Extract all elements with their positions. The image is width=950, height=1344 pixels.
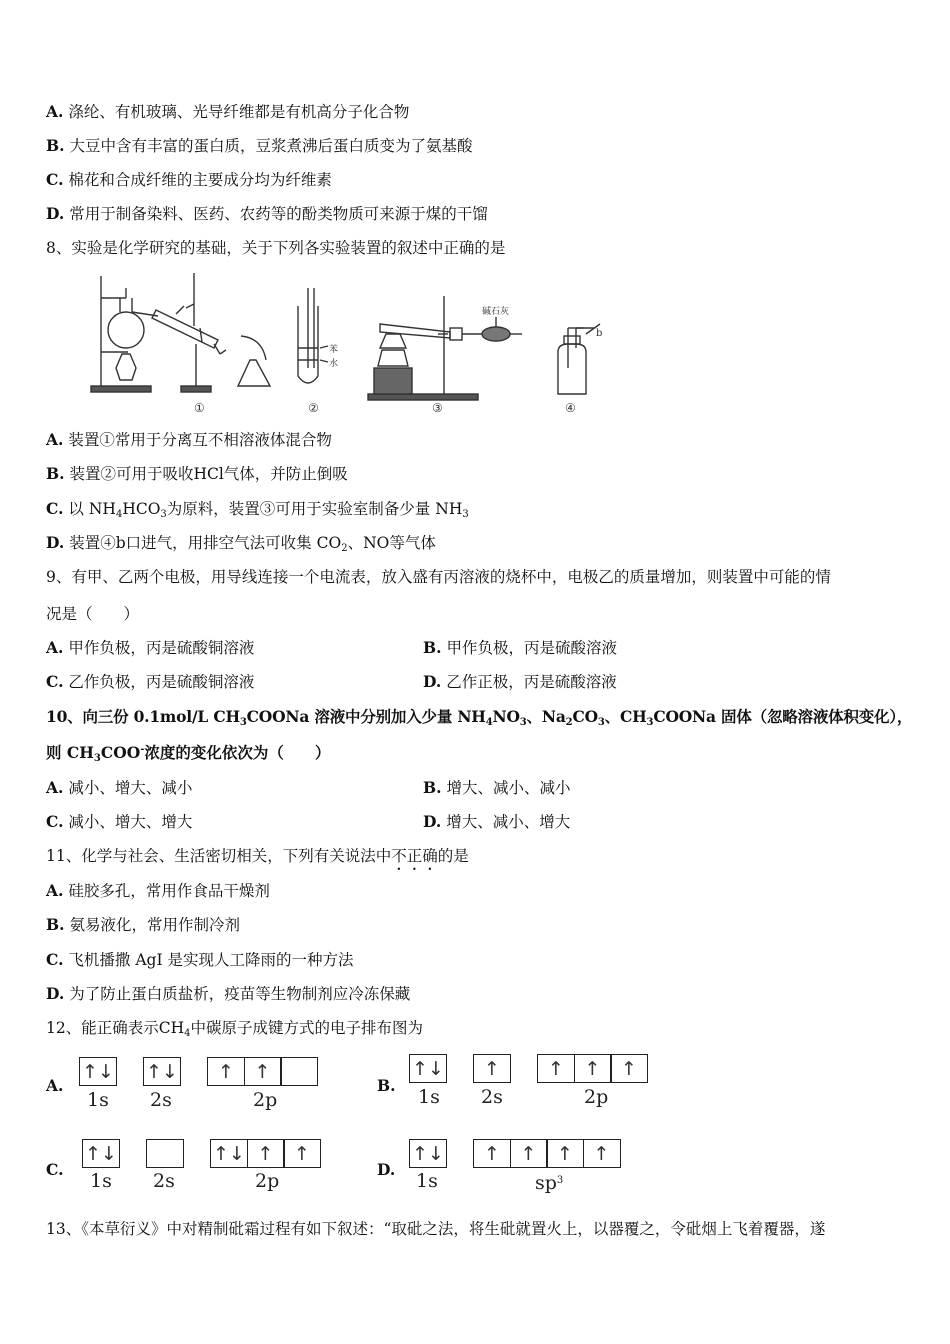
q8-stem: 8、实验是化学研究的基础，关于下列各实验装置的叙述中正确的是 (46, 239, 506, 257)
q8-option-d: D. 装置④b口进气，用排空气法可收集 $CO_2$、NO等气体 (46, 533, 436, 554)
q10-stem-line1: 10、向三份 0.1mol/L $CH_3COONa$ 溶液中分别加入少量 $NH_4NO_3$、$Na_2CO_3$、$CH_3COONa$ 固体（忽略溶液体积变化）， (46, 707, 913, 728)
orbital-box: ↑ (510, 1139, 548, 1168)
orbital-box (146, 1139, 184, 1168)
q7-option-c: C. 棉花和合成纤维的主要成分均为纤维素 (46, 170, 332, 189)
fig-label-b: b (596, 328, 603, 339)
orbital-box: ↑↓ (409, 1139, 447, 1168)
orbital-box: ↑ (537, 1054, 575, 1083)
q8-apparatus-figure (86, 268, 616, 418)
q9-option-a: A. 甲作负极，丙是硫酸铜溶液 (46, 638, 255, 657)
apparatus-3-gas-generation (368, 296, 522, 415)
orbital-box (280, 1057, 318, 1086)
fig-label-1: ① (194, 401, 205, 415)
q7-option-b: B. 大豆中含有丰富的蛋白质，豆浆煮沸后蛋白质变为了氨基酸 (46, 136, 473, 155)
fig-label-2: ② (308, 401, 319, 415)
q8-option-c: C. 以 $NH_4HCO_3$为原料，装置③可用于实验室制备少量 $NH_3$ (46, 499, 469, 520)
orbital-box: ↑ (583, 1139, 621, 1168)
apparatus-2-test-tube (298, 288, 338, 415)
q10-option-b: B. 增大、减小、减小 (423, 778, 571, 797)
orbital-box: ↑↓ (143, 1057, 181, 1086)
fig-label-soda-lime: 碱石灰 (482, 307, 510, 317)
q11-option-b: B. 氨易液化，常用作制冷剂 (46, 915, 240, 934)
fig-label-3: ③ (432, 401, 443, 415)
q12-stem: 12、能正确表示$CH_4$中碳原子成键方式的电子排布图为 (46, 1019, 423, 1039)
q9-option-c: C. 乙作负极，丙是硫酸铜溶液 (46, 672, 255, 691)
q10-option-d: D. 增大、减小、增大 (423, 812, 571, 831)
q10-stem-line2: 则 $CH_3COO^-$浓度的变化依次为（ ） (46, 743, 331, 764)
orbital-box: ↑ (247, 1139, 285, 1168)
q11-option-d: D. 为了防止蛋白质盐析，疫苗等生物制剂应冷冻保藏 (46, 984, 411, 1003)
fig-label-water: 水 (329, 359, 339, 369)
orbital-box: ↑ (244, 1057, 282, 1086)
q9-options-row1 (46, 638, 617, 658)
orbital-box: ↑ (473, 1139, 511, 1168)
orbital-box: ↑ (283, 1139, 321, 1168)
orbital-box: ↑ (610, 1054, 648, 1083)
orbital-box: ↑↓ (409, 1054, 447, 1083)
q7-option-d: D. 常用于制备染料、医药、农药等的酚类物质可来源于煤的干馏 (46, 204, 488, 223)
q8-option-b: B. 装置②可用于吸收HCl气体，并防止倒吸 (46, 464, 348, 483)
orbital-box: ↑↓ (82, 1139, 120, 1168)
q10-options-row2 (46, 812, 571, 832)
orbital-box: ↑ (207, 1057, 245, 1086)
q7-option-a: A. 涤纶、有机玻璃、光导纤维都是有机高分子化合物 (46, 102, 410, 121)
q9-option-d: D. 乙作正极，丙是硫酸溶液 (423, 672, 617, 691)
q9-stem-line1: 9、有甲、乙两个电极，用导线连接一个电流表，放入盛有丙溶液的烧杯中，电极乙的质量增加，则装置中可能的情 (46, 568, 831, 586)
fig-label-4: ④ (565, 401, 576, 415)
apparatus-4-gas-bottle (558, 324, 602, 415)
orbital-box: ↑↓ (79, 1057, 117, 1086)
q10-option-c: C. 减小、增大、增大 (46, 812, 193, 831)
q9-options-row2 (46, 672, 617, 692)
q11-stem: 11、化学与社会、生活密切相关，下列有关说法中不正确的是 (46, 847, 469, 865)
orbital-box: ↑ (473, 1054, 511, 1083)
orbital-box: ↑ (546, 1139, 584, 1168)
q9-stem-line2: 况是（ ） (46, 605, 140, 623)
apparatus-1-distillation (91, 273, 270, 415)
q10-options-row1 (46, 778, 571, 798)
orbital-box: ↑↓ (210, 1139, 248, 1168)
q9-option-b: B. 甲作负极，丙是硫酸溶液 (423, 638, 617, 657)
fig-label-benzene: 苯 (329, 345, 339, 355)
q8-option-a: A. 装置①常用于分离互不相溶液体混合物 (46, 430, 332, 449)
q10-option-a: A. 减小、增大、减小 (46, 778, 193, 797)
orbital-box: ↑ (574, 1054, 612, 1083)
q11-option-a: A. 硅胶多孔，常用作食品干燥剂 (46, 881, 270, 900)
q13-stem: 13、《本草衍义》中对精制砒霜过程有如下叙述：“取砒之法，将生砒就置火上，以器覆之，令砒烟上飞着覆器，遂 (46, 1220, 826, 1238)
q11-option-c: C. 飞机播撒 AgI 是实现人工降雨的一种方法 (46, 950, 354, 969)
